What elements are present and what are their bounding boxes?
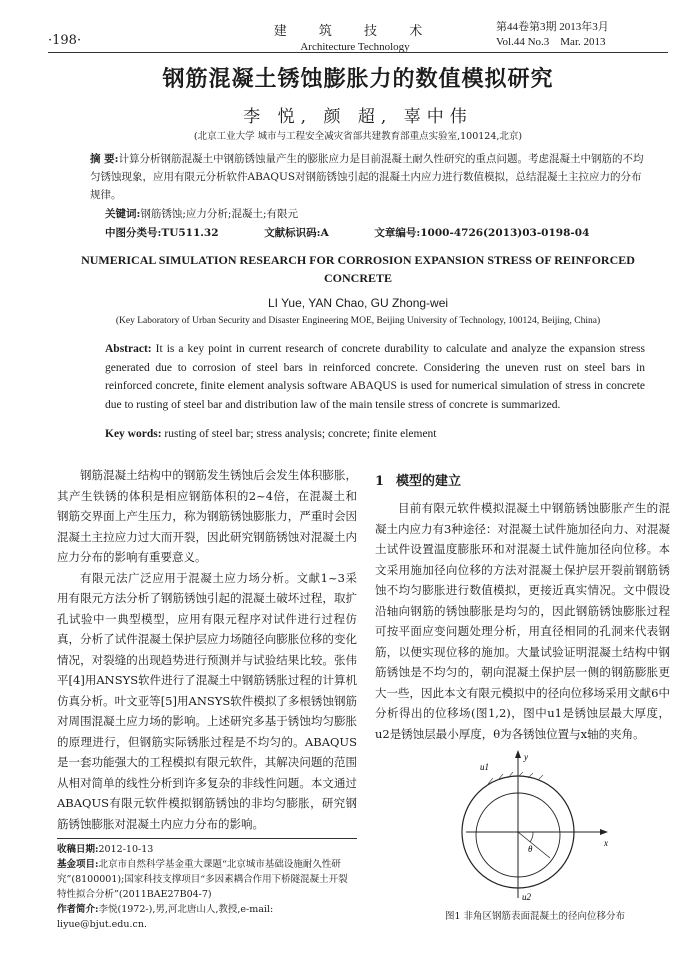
author-bio-value: 李悦(1972-),男,河北唐山人,教授,e-mail: liyue@bjut.edu.cn.: [57, 904, 274, 930]
issue-info: [496, 20, 666, 50]
page-number: ·198·: [48, 33, 82, 48]
journal-name-en: Architecture Technology: [300, 41, 410, 53]
paper-title: 钢筋混凝土锈蚀膨胀力的数值模拟研究: [162, 66, 554, 92]
section-body: [375, 498, 670, 744]
abstract-en: [105, 340, 645, 414]
section-number: 1: [375, 474, 385, 489]
keywords-en-text: rusting of steel bar; stress analysis; concrete; finite element: [164, 428, 437, 440]
abstract-cn-text: 计算分析钢筋混凝土中钢筋锈蚀量产生的膨胀应力是目前混凝土耐久性研究的重点问题。考虑混凝土中钢筋的不均匀锈蚀现象，应用有限元分析软件ABAQUS对钢筋锈蚀引起的混凝土内应力进行数值模拟，总结混凝土主拉应力的分布规律。: [90, 153, 644, 201]
affiliation: (北京工业大学 城市与工程安全减灾省部共建教育部重点实验室,100124,北京): [193, 131, 523, 142]
fund-value: 北京市自然科学基金重大课题“北京城市基础设施耐久性研究”(8100001);国家科技支撑项目“多因素耦合作用下桥隧混凝土开裂特性拟合分析”(2011BAE27B04-7): [57, 859, 348, 900]
footnote-rule: [57, 838, 357, 839]
keywords-cn-label: 关键词:: [105, 208, 141, 220]
section-title: 模型的建立: [396, 474, 462, 489]
radius-line: [518, 832, 550, 858]
footnotes: [57, 842, 357, 932]
document-code: 文献标识码:A: [264, 227, 329, 239]
abstract-cn: [90, 150, 646, 204]
keywords-en: [105, 428, 645, 440]
received-date: [57, 842, 357, 857]
abstract-en-label: Abstract:: [105, 343, 152, 355]
author-bio-label: 作者简介:: [57, 904, 99, 915]
label-y: y: [524, 752, 528, 762]
keywords-cn: [105, 206, 298, 221]
figure-1-diagram: [458, 748, 618, 906]
label-u1: u1: [480, 762, 489, 772]
fund-info: [57, 857, 357, 902]
x-axis-arrow: [600, 829, 608, 835]
received-value: 2012-10-13: [98, 844, 154, 855]
section-heading: [375, 470, 473, 489]
affiliation-en: (Key Laboratory of Urban Security and Disaster Engineering MOE, Beijing University of Technology, 100124, Beijing, China): [115, 316, 601, 326]
keywords-en-label: Key words:: [105, 428, 162, 440]
y-axis-arrow: [515, 750, 521, 758]
article-number: 文章编号:1000-4726(2013)03-0198-04: [374, 227, 590, 239]
keywords-cn-text: 钢筋锈蚀;应力分析;混凝土;有限元: [140, 208, 299, 220]
author-list: 李 悦, 颜 超, 辜中伟: [243, 107, 473, 127]
abstract-cn-label: 摘 要:: [90, 153, 119, 165]
author-bio: [57, 902, 357, 932]
journal-name-cn: 建 筑 技 术: [273, 24, 437, 39]
label-theta: θ: [528, 844, 533, 854]
abstract-en-text: It is a key point in current research of concrete durability to calculate and analyze the expansion stress generated due to corrosion of steel bars in reinforced concrete. Considering the uneven rust on steel bars in reinforced concrete, finite element analysis software ABAQUS is used for numerical simulation of stress in concrete due to rusting of steel bar and distribution law of the main tensile stress of concrete is summarized.: [105, 343, 645, 411]
issue-info-en: Vol.44 No.3 Mar. 2013: [496, 36, 606, 48]
issue-info-cn: 第44卷第3期 2013年3月: [496, 21, 609, 33]
label-u2: u2: [522, 892, 531, 902]
clc-number: 中图分类号:TU511.32: [105, 227, 219, 239]
section-paragraph-1: 目前有限元软件模拟混凝土中钢筋锈蚀膨胀产生的混凝土内应力有3种途径：对混凝土试件施加径向力、对混凝土试件设置温度膨胀环和对混凝土试件施加径向位移。本文采用施加径向位移的方法对混凝土保护层开裂前钢筋锈蚀不均匀膨胀进行数值模拟，更接近真实情况。文中假设沿轴向钢筋的锈蚀膨胀是均匀的，因此钢筋锈蚀膨胀过程可按平面应变问题处理分析，用直径相同的孔洞来代表钢筋，以便实现位移的施加。大量试验证明混凝土结构中钢筋锈蚀是不均匀的，朝向混凝土保护层一侧的钢筋膨胀更大一些，因此本文有限元模拟中的径向位移场采用文献6中分析得出的位移场(图1,2)，图中u1是锈蚀层最大厚度，u2是锈蚀层最小厚度，θ为各锈蚀位置与x轴的夹角。: [375, 501, 670, 741]
intro-column: [57, 465, 357, 834]
header-rule: [48, 52, 668, 53]
received-label: 收稿日期:: [57, 844, 99, 855]
theta-arc: [530, 832, 533, 842]
author-list-en: LI Yue, YAN Chao, GU Zhong-wei: [267, 296, 449, 310]
figure-1-caption: 图1 非角区钢筋表面混凝土的径向位移分布: [444, 911, 626, 922]
intro-paragraph-2: 有限元法广泛应用于混凝土应力场分析。文献1~3采用有限元方法分析了钢筋锈蚀引起的混凝土破坏过程，取扩孔试验中一典型模型，应用有限元程序对试件进行过程仿真，分析了试件混凝土保护层应力场随径向膨胀位移的变化情况，对裂缝的出现趋势进行预测并与试验结果比较。张伟平[4]用ANSYS软件进行了混凝土中钢筋锈胀过程的计算机仿真分析。叶文亚等[5]用ANSYS软件模拟了多根锈蚀钢筋对周围混凝土应力场的影响。上述研究多基于锈蚀均匀膨胀的原理进行，但钢筋实际锈胀过程是不均匀的。ABAQUS是一套功能强大的工程模拟有限元软件，其解决问题的范围从相对简单的线性分析到许多复杂的非线性问题。本文通过ABAQUS有限元软件模拟钢筋锈蚀的非均匀膨胀，研究钢筋锈蚀膨胀对混凝土内应力分布的影响。: [57, 570, 357, 831]
classification-line: [105, 225, 631, 240]
fund-label: 基金项目:: [57, 859, 99, 870]
paper-title-en: NUMERICAL SIMULATION RESEARCH FOR CORROSION EXPANSION STRESS OF REINFORCED CONCRETE: [81, 253, 635, 285]
journal-name: [255, 20, 455, 53]
intro-paragraph-1: 钢筋混凝土结构中的钢筋发生锈蚀后会发生体积膨胀，其产生铁锈的体积是相应钢筋体积的2~4倍，在混凝土和钢筋交界面上产生压力，称为钢筋锈蚀膨胀力，严重时会因混凝土主拉应力过大而开裂，因此研究钢筋锈蚀对混凝土内应力分布的影响有重要意义。: [57, 468, 357, 564]
label-x: x: [604, 838, 608, 848]
